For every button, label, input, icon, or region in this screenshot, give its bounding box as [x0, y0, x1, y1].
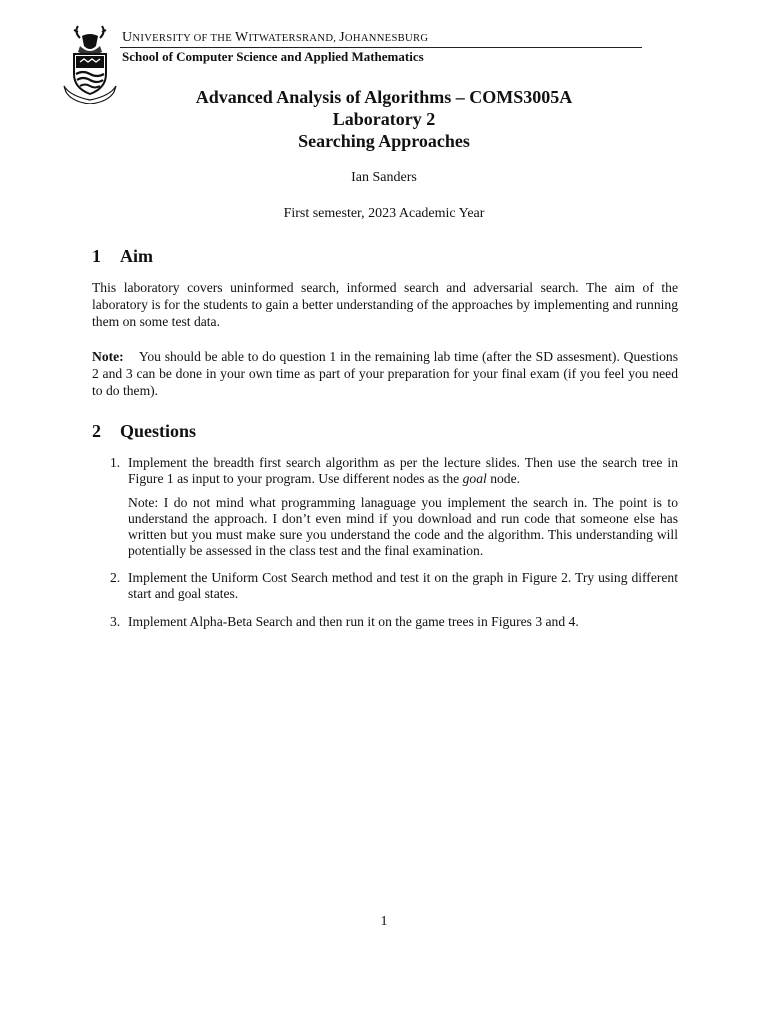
page-number: 1 [380, 914, 388, 929]
list-item [92, 455, 678, 559]
lab-subtitle: Searching Approaches [298, 131, 470, 151]
list-item-text: Implement the Uniform Cost Search method and test it on the graph in Figure 2. Try using different start and goal states. [128, 570, 678, 601]
list-item [92, 614, 678, 630]
author: Ian Sanders [351, 170, 417, 185]
section-heading-questions: 2 Questions [92, 421, 197, 441]
lab-title: Laboratory 2 [332, 109, 436, 129]
note-label: Note: [92, 349, 124, 364]
header-divider [120, 47, 642, 48]
note-text: You should be able to do question 1 in the remaining lab time (after the SD assesment). Questions 2 and 3 can be done in your own time as part of your preparation for your final exam (if you feel you need to do them). [92, 349, 679, 398]
aim-paragraph: This laboratory covers uninformed search, informed search and adversarial search. The aim of the laboratory is for the students to gain a better understanding of the approaches by implementing and running them on some test data. [92, 280, 678, 329]
university-name: UNIVERSITY OF THE WITWATERSRAND, JOHANNESBURG [122, 30, 429, 45]
list-marker: 3. [110, 614, 121, 629]
list-item [92, 570, 678, 602]
list-marker: 2. [110, 570, 121, 585]
school-name: School of Computer Science and Applied Mathematics [122, 49, 424, 64]
date-line: First semester, 2023 Academic Year [283, 206, 485, 221]
aim-note [92, 348, 678, 399]
list-marker: 1. [110, 455, 121, 470]
list-item-text: Implement Alpha-Beta Search and then run it on the game trees in Figures 3 and 4. [128, 614, 579, 629]
list-item-note: Note: I do not mind what programming lanaguage you implement the search in. The point is to understand the approach. I don’t even mind if you download and run code that someone else has written but you must make sure you understand the code and the algorithm. This understanding will potentially be assessed in the class test and the final examination. [128, 495, 678, 558]
course-title: Advanced Analysis of Algorithms – COMS3005A [195, 87, 573, 107]
list-item-text: Implement the breadth first search algorithm as per the lecture slides. Then use the search tree in Figure 1 as input to your program. Use different nodes as the goal node. [128, 455, 678, 486]
section-heading-aim: 1 Aim [92, 246, 153, 266]
